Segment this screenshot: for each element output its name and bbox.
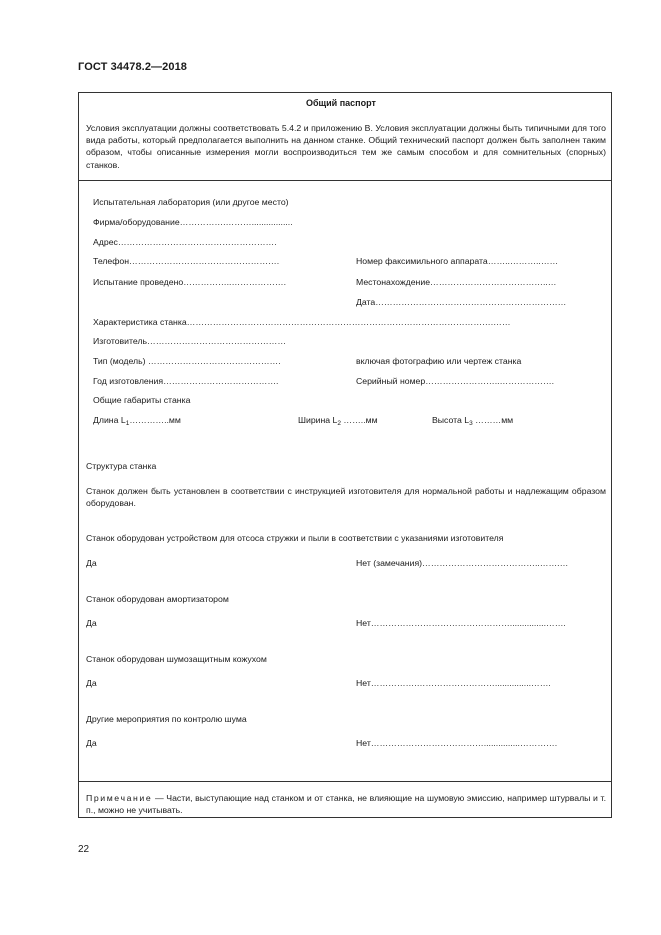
width-value: ……..мм [341, 415, 378, 425]
note-paragraph [86, 792, 606, 816]
install-paragraph: Станок должен быть установлен в соответствии с инструкцией изготовителя для нормальной работы и надлежащим образом оборудован. [86, 486, 606, 509]
year-field: Год изготовления…………………………………. [93, 376, 279, 386]
intro-paragraph: Условия эксплуатации должны соответствовать 5.4.2 и приложению В. Условия эксплуатации должны быть типичными для того вида работы, который предполагается выполнить на данном станке. Общий технический паспорт должен быть заполнен таким образом, чтобы описанные измерения могли воспроизводиться тем же самым способом и для сомнительных (спорных) станков. [86, 123, 606, 170]
firm-field: Фирма/оборудование…………….………................. [93, 217, 293, 227]
document-header: ГОСТ 34478.2—2018 [78, 61, 188, 73]
other-no: Нет…………………………………...............…………. [356, 738, 558, 748]
dimensions-label: Общие габариты станка [93, 395, 191, 405]
dust-question: Станок оборудован устройством для отсоса стружки и пыли в соответствии с указаниями изготовителя [86, 533, 504, 543]
divider-bottom [79, 781, 611, 782]
fax-field: Номер факсимильного аппарата……..………..…… [356, 256, 559, 266]
page-number: 22 [78, 844, 90, 855]
phone-field: Телефон……………………………………………. [93, 256, 280, 266]
divider-top [79, 180, 611, 181]
length-field [93, 415, 181, 427]
lab-field: Испытательная лаборатория (или другое место) [93, 197, 289, 207]
note-label: Примечание [86, 793, 153, 803]
box-title: Общий паспорт [306, 98, 376, 108]
width-field [298, 415, 378, 427]
shock-question: Станок оборудован амортизатором [86, 594, 229, 604]
structure-title: Структура станка [86, 461, 157, 471]
other-yes: Да [86, 738, 97, 748]
address-field: Адрес………………………………………………. [93, 237, 277, 247]
date-field: Дата………………………………………………………… [356, 297, 567, 307]
photo-note: включая фотографию или чертеж станка [356, 356, 522, 366]
serial-field: Серийный номер……………………..………………. [356, 376, 555, 386]
dust-no: Нет (замечания)…………………………………..…….… [356, 558, 569, 568]
cover-no: Нет…………….………………………...............……. [356, 678, 551, 688]
width-label: Ширина L [298, 415, 338, 425]
shock-yes: Да [86, 618, 97, 628]
cover-question: Станок оборудован шумозащитным кожухом [86, 654, 267, 664]
cover-yes: Да [86, 678, 97, 688]
height-field [432, 415, 513, 427]
shock-no: Нет…………………………………………...............……. [356, 618, 566, 628]
height-label: Высота L [432, 415, 470, 425]
test-by-field: Испытание проведено……………..………………. [93, 277, 287, 287]
length-value: …………..мм [129, 415, 181, 425]
note-text: — Части, выступающие над станком и от станка, не влияющие на шумовую эмиссию, например штурвалы и т. п., можно не учитывать. [86, 793, 606, 816]
location-field: Местонахождение…………………………………..… [356, 277, 557, 287]
other-question: Другие мероприятия по контролю шума [86, 714, 247, 724]
width-subscript: 2 [337, 420, 341, 427]
height-subscript: 3 [469, 420, 473, 427]
machine-char-field: Характеристика станка…………………………………………………………………………………………….…… [93, 317, 511, 327]
length-label: Длина L [93, 415, 126, 425]
length-subscript: 1 [125, 420, 130, 427]
manufacturer-field: Изготовитель………………………………………… [93, 336, 287, 346]
type-model-field: Тип (модель) ………………………………………. [93, 356, 281, 366]
height-value: ………мм [472, 415, 514, 425]
dust-yes: Да [86, 558, 97, 568]
